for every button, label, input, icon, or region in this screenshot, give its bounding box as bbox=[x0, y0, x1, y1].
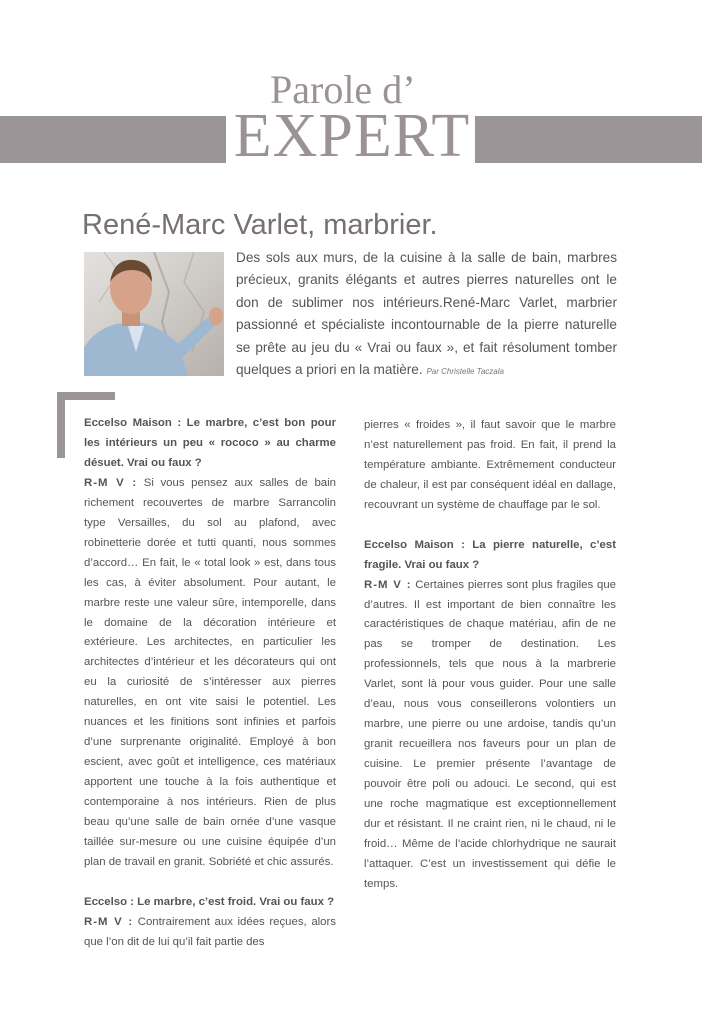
article-column-right bbox=[364, 416, 616, 895]
page-title: René-Marc Varlet, marbrier. bbox=[82, 209, 438, 241]
answer-3-text: Certaines pierres sont plus fragiles que d’autres. Il est important de bien connaître les caractéristiques de chaque matériau, afin de ne pas se tromper de destination. Les professionnels, tels que nous à la marbrerie Varlet, sont là pour vous guider. Pour une salle d’eau, nous vous conseillerons volontiers un marbre, une pierre ou une ardoise, tandis qu’un granit recueillera nos faveurs pour un plan de cuisine. Le premier présente l’avantage de pouvoir être poli ou adouci. Le second, qui est une roche magmatique est exceptionnellement dur et résistant. Il ne craint rien, ni le chaud, ni le froid… Même de l’acide chlorhydrique ne saurait l’attaquer. C’est un investissement qui défie le temps. bbox=[364, 578, 616, 890]
portrait-photo-icon bbox=[84, 252, 224, 376]
header-expert: EXPERT bbox=[233, 102, 471, 170]
question-3: Eccelso Maison : La pierre naturelle, c’est fragile. Vrai ou faux ? bbox=[364, 538, 616, 571]
answer-2-end: pierres « froides », il faut savoir que le marbre n’est naturellement pas froid. En fait, il prend la température ambiante. Extrêmement conducteur de chaleur, il est par conséquent idéal en dallage, recouvrant un système de chauffage par le sol. bbox=[364, 419, 616, 511]
bracket-decoration-side bbox=[57, 392, 65, 458]
answer-1 bbox=[84, 474, 336, 873]
answer-2-start bbox=[84, 913, 336, 953]
speaker-label: R-M V : bbox=[84, 915, 134, 928]
article-column-left bbox=[84, 414, 336, 953]
answer-3 bbox=[364, 576, 616, 895]
answer-2-text-start: Contrairement aux idées reçues, alors que l’on dit de lui qu’il fait partie des bbox=[84, 915, 337, 948]
intro-text: Des sols aux murs, de la cuisine à la salle de bain, marbres précieux, granits élégants et autres pierres naturelles ont le don de sublimer nos intérieurs.René-Marc Varlet, marbrier passionné et spécialiste incontournable de la pierre naturelle se prête au jeu du « Vrai ou faux », et fait résolument tomber quelques a priori en la matière. bbox=[236, 250, 617, 378]
question-1: Eccelso Maison : Le marbre, c’est bon pour les intérieurs un peu « rococo » au charme désuet. Vrai ou faux ? bbox=[84, 417, 336, 469]
header-bar-right bbox=[475, 116, 702, 163]
bracket-decoration-top bbox=[57, 392, 115, 400]
speaker-label: R-M V : bbox=[84, 476, 138, 489]
answer-1-text: Si vous pensez aux salles de bain richement recouvertes de marbre Sarrancolin type Versailles, du sol au plafond, avec robinetterie dorée et tutti quanti, nous sommes d’accord… En fait, le « total look » est, dans tous les cas, à éviter absolument. Pour autant, le marbre reste une valeur sûre, intemporelle, dans le domaine de la décoration intérieure et extérieure. Les architectes, en particulier les architectes d’intérieur et les décorateurs qui ont eu la curiosité de s’intéresser aux pierres naturelles, en ont vite saisi le potentiel. Les nuances et les finitions sont infinies et parfois d’une surprenante originalité. Employé à bon escient, avec goût et intelligence, ces matériaux apportent une touche à la fois authentique et contemporaine à nos intérieurs. Rien de plus beau qu’une salle de bain ornée d’une vasque taillée sur-mesure ou une cuisine équipée d’un plan de travail en granit. Sobriété et chic assurés. bbox=[84, 476, 336, 868]
byline: Par Christelle Taczala bbox=[426, 367, 504, 377]
header-bar-left bbox=[0, 116, 226, 163]
intro-paragraph bbox=[236, 247, 617, 383]
question-2: Eccelso : Le marbre, c’est froid. Vrai ou faux ? bbox=[84, 895, 335, 908]
header-parole: Parole d’ bbox=[270, 67, 416, 112]
speaker-label: R-M V : bbox=[364, 578, 412, 591]
portrait-photo bbox=[84, 252, 224, 376]
